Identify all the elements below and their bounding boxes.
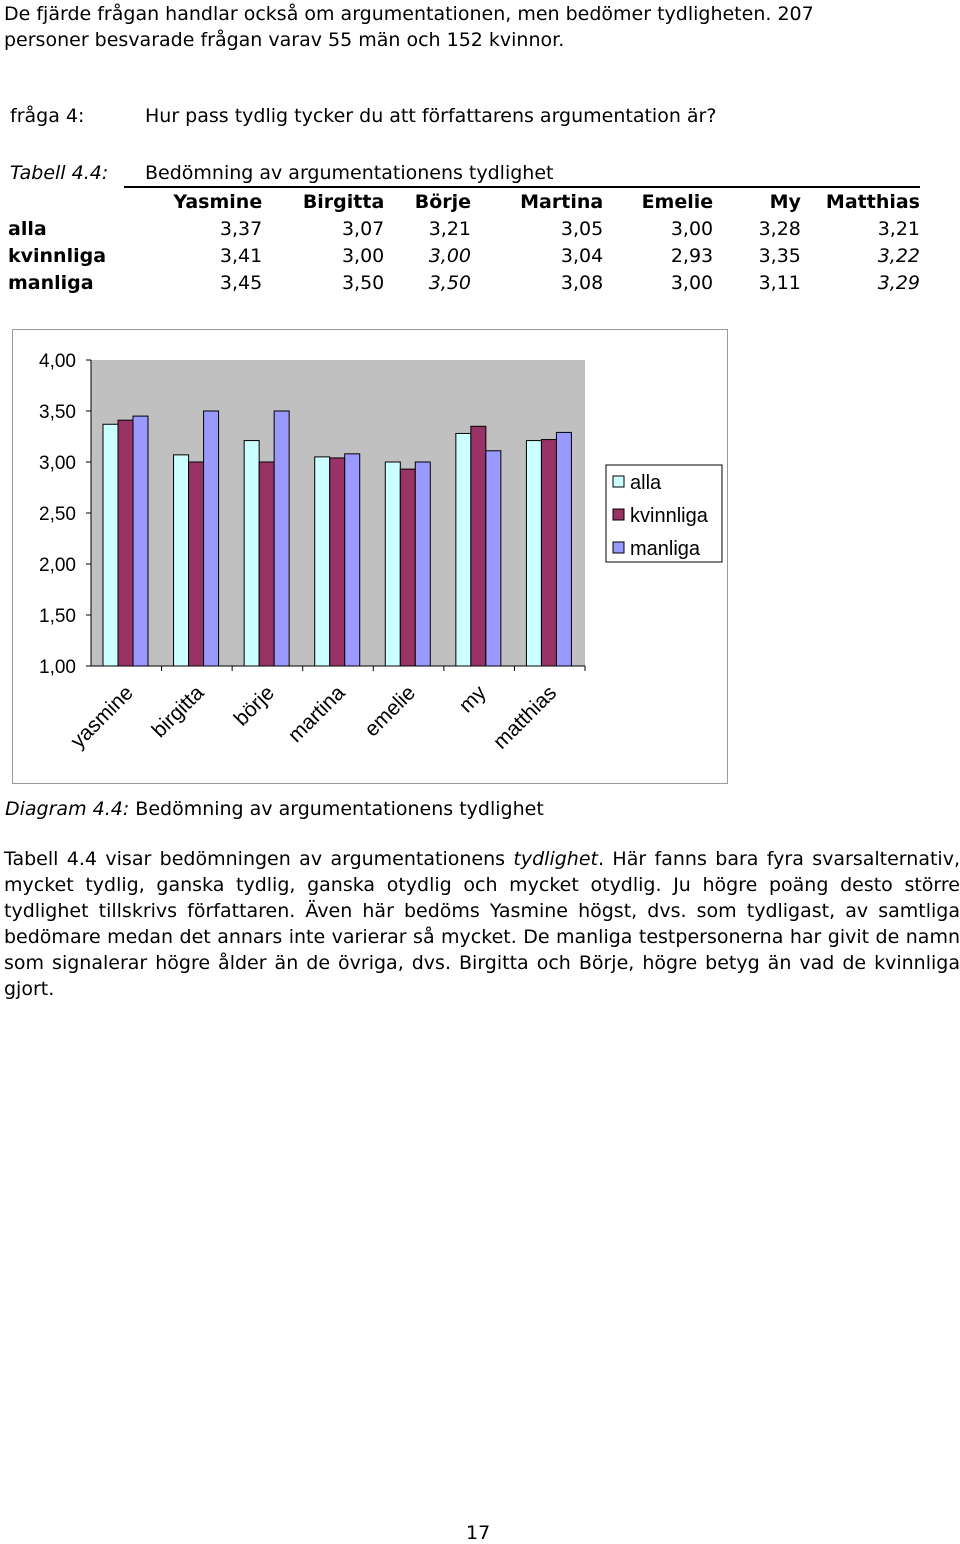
table-cell: 3,00 xyxy=(428,244,472,267)
body-paragraph xyxy=(4,846,960,1002)
y-tick-label: 2,00 xyxy=(39,555,76,576)
bar xyxy=(315,457,330,666)
table-cell: 3,07 xyxy=(341,217,385,240)
x-tick-label: emelie xyxy=(360,681,421,742)
bar xyxy=(204,411,219,666)
table-cell: 3,04 xyxy=(560,244,604,267)
bar xyxy=(274,411,289,666)
header-cell: Birgitta xyxy=(262,187,384,215)
table-cell: 3,00 xyxy=(670,271,714,294)
x-tick-label: martina xyxy=(283,681,350,748)
table-cell: 3,22 xyxy=(877,244,920,267)
table-cell: 3,35 xyxy=(758,244,801,267)
table-cell: 3,28 xyxy=(758,217,801,240)
table-cell: 3,50 xyxy=(341,271,385,294)
x-tick-label: matthias xyxy=(488,681,562,754)
legend-swatch xyxy=(613,476,624,487)
diagram-caption-text: Bedömning av argumentationens tydlighet xyxy=(135,798,544,820)
y-tick-label: 1,50 xyxy=(39,606,76,627)
x-tick-label: my xyxy=(454,681,491,718)
bar xyxy=(133,416,148,666)
question-label: fråga 4: xyxy=(10,105,85,127)
bar xyxy=(400,469,415,666)
bar xyxy=(345,454,360,666)
bar xyxy=(526,441,541,666)
table-cell: 3,11 xyxy=(758,271,801,294)
legend-label: alla xyxy=(630,472,662,494)
x-tick-label: yasmine xyxy=(66,681,138,753)
table-cell: 3,05 xyxy=(560,217,604,240)
row-label: kvinnliga xyxy=(8,244,107,267)
bar xyxy=(486,451,501,666)
table-cell: 3,08 xyxy=(560,271,604,294)
y-tick-label: 1,00 xyxy=(39,657,76,678)
bar xyxy=(456,433,471,666)
row-label: manliga xyxy=(8,271,94,294)
table-caption-label: Tabell 4.4: xyxy=(10,162,109,184)
bar xyxy=(541,440,556,666)
table-cell: 3,29 xyxy=(877,271,920,294)
legend-label: manliga xyxy=(630,538,701,560)
header-cell: Martina xyxy=(471,187,603,215)
table-cell: 2,93 xyxy=(670,244,714,267)
table-cell: 3,21 xyxy=(877,217,920,240)
table-cell: 3,00 xyxy=(670,217,714,240)
bar xyxy=(174,455,189,666)
legend-label: kvinnliga xyxy=(630,505,708,527)
y-tick-label: 3,50 xyxy=(39,402,76,423)
bar xyxy=(244,441,259,666)
header-cell: Yasmine xyxy=(124,187,262,215)
bar xyxy=(415,462,430,666)
legend-swatch xyxy=(613,542,624,553)
table-cell: 3,41 xyxy=(219,244,263,267)
page-number: 17 xyxy=(466,1522,491,1544)
table-cell: 3,45 xyxy=(219,271,263,294)
y-tick-label: 4,00 xyxy=(39,351,76,372)
y-tick-label: 2,50 xyxy=(39,504,76,525)
row-label: alla xyxy=(8,217,47,240)
body-text: Tabell 4.4 visar bedömningen av argumentationens tydlighet. Här fanns bara fyra svarsalternativ, mycket tydlig, ganska tydlig, ganska otydlig och mycket otydlig. Ju högre poäng desto större tydlighet tillskrivs författaren. Även här bedöms Yasmine högst, dvs. som tydligast, av samtliga bedömare medan det annars inte varierar så mycket. De manliga testpersonerna har givit de namn som signalerar högre ålder än de övriga, dvs. Birgitta och Börje, högre betyg än vad de kvinnliga gjort. xyxy=(4,848,960,1000)
header-cell: Emelie xyxy=(603,187,713,215)
x-tick-label: birgitta xyxy=(147,681,209,743)
body-emphasis: tydlighet xyxy=(513,848,598,870)
bar xyxy=(259,462,274,666)
diagram-caption xyxy=(5,796,544,822)
x-tick-label: börje xyxy=(229,681,279,731)
table-cell: 3,00 xyxy=(341,244,385,267)
table-cell: 3,37 xyxy=(219,217,263,240)
bar xyxy=(385,462,400,666)
header-cell: Börje xyxy=(384,187,471,215)
intro-line-2: personer besvarade frågan varav 55 män och 152 kvinnor. xyxy=(4,29,565,51)
intro-line-1: De fjärde frågan handlar också om argumentationen, men bedömer tydligheten. 207 xyxy=(4,3,814,25)
bar xyxy=(556,432,571,666)
header-cell: My xyxy=(713,187,801,215)
bar xyxy=(471,426,486,666)
table-cell: 3,50 xyxy=(428,271,472,294)
y-tick-label: 3,00 xyxy=(39,453,76,474)
legend-swatch xyxy=(613,509,624,520)
table-cell: 3,21 xyxy=(428,217,472,240)
header-cell: Matthias xyxy=(801,187,920,215)
bar xyxy=(103,424,118,666)
question-text: Hur pass tydlig tycker du att författarens argumentation är? xyxy=(145,105,717,127)
table-caption-text: Bedömning av argumentationens tydlighet xyxy=(145,162,554,184)
diagram-caption-label: Diagram 4.4: xyxy=(5,798,130,820)
bar xyxy=(330,458,345,666)
bar xyxy=(189,462,204,666)
bar xyxy=(118,420,133,666)
